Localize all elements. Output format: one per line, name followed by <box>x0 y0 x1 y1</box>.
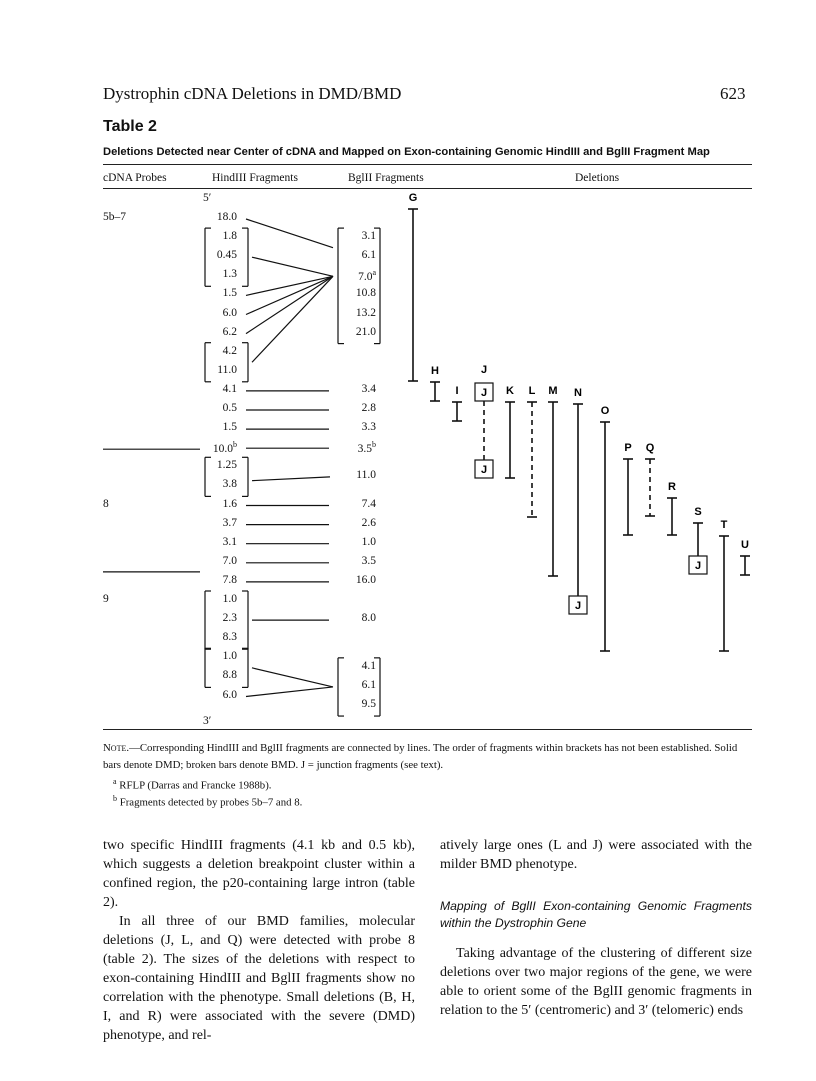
table-note <box>103 740 753 774</box>
bglii-fragment: 16.0 <box>355 573 376 586</box>
running-head: Dystrophin cDNA Deletions in DMD/BMD <box>103 84 402 103</box>
fragment-connector <box>252 668 333 687</box>
bglii-fragment: 6.1 <box>361 249 376 262</box>
table-label: Table 2 <box>103 118 157 135</box>
body-paragraph-3: atively large ones (L and J) were associated with the milder BMD phenotype. <box>440 838 752 872</box>
hindiii-fragment: 1.6 <box>222 497 237 510</box>
hindiii-fragment: 8.8 <box>222 669 237 682</box>
deletion-label-t: T <box>720 519 728 531</box>
table-title: Deletions Detected near Center of cDNA and Mapped on Exon-containing Genomic HindIII and BglII Fragment Map <box>103 146 710 158</box>
deletion-label-k: K <box>506 385 514 397</box>
hindiii-fragment: 0.5 <box>222 402 237 414</box>
deletion-label-n: N <box>574 387 582 399</box>
body-right-column <box>440 836 752 1020</box>
hindiii-fragment: 1.3 <box>222 268 237 281</box>
junction-label: J <box>694 560 702 572</box>
bglii-fragment: 2.6 <box>361 516 376 529</box>
bglii-fragment: 3.4 <box>361 382 376 395</box>
hindiii-fragment: 1.25 <box>216 459 237 472</box>
footnote-b-line <box>113 790 763 812</box>
page-number: 623 <box>720 84 746 103</box>
fragment-connector <box>252 477 330 481</box>
col-hindiii: HindIII Fragments <box>212 172 298 184</box>
bglii-fragment: 6.1 <box>361 678 376 691</box>
hindiii-fragment: 3.8 <box>222 478 237 491</box>
probe-label: 8 <box>103 497 109 510</box>
fragment-connector <box>246 219 333 248</box>
fragment-connector <box>246 276 333 295</box>
footnote-b-marker: b <box>113 794 117 803</box>
bglii-fragment: 7.0$^a$ <box>358 268 376 284</box>
bglii-fragment: 9.5 <box>361 698 376 711</box>
end-3-prime: 3′ <box>203 715 212 727</box>
bglii-fragment: 4.1 <box>361 659 376 672</box>
footnote-a: RFLP (Darras and Francke 1988b). <box>119 779 272 792</box>
hindiii-fragment: 1.5 <box>222 287 237 300</box>
bglii-fragment: 11.0 <box>356 468 376 481</box>
bglii-fragment: 8.0 <box>361 612 376 625</box>
bglii-fragment: 3.1 <box>361 230 376 243</box>
deletion-label-q: Q <box>645 442 655 454</box>
body-paragraph-1: two specific HindIII fragments (4.1 kb and 0.5 kb), which suggests a deletion breakpoint cluster within a confined region, the p20-containing large intron (table 2). <box>103 838 415 910</box>
bglii-fragment: 3.5$^b$ <box>357 440 376 456</box>
end-5-prime: 5′ <box>203 192 212 204</box>
hindiii-fragment: 11.0 <box>217 363 237 376</box>
hindiii-fragment: 1.5 <box>222 421 237 434</box>
note-lead: Note. <box>103 742 130 754</box>
section-subheading: Mapping of BglII Exon-containing Genomic Fragments within the Dystrophin Gene <box>440 899 752 930</box>
deletion-label-s: S <box>694 506 702 518</box>
fragment-connector <box>246 687 333 697</box>
probe-label: 5b–7 <box>103 211 126 223</box>
hindiii-fragment: 3.7 <box>222 516 237 529</box>
hindiii-fragment: 1.8 <box>222 230 237 243</box>
deletion-label-j: J <box>480 364 488 376</box>
deletion-label-m: M <box>548 385 558 397</box>
deletion-label-l: L <box>528 385 536 397</box>
hindiii-fragment: 18.0 <box>216 211 237 223</box>
note-text: —Corresponding HindIII and BglII fragments are connected by lines. The order of fragments within brackets has not been established. Solid bars denote DMD; broken bars denote BMD. J = junction fragments (see text). <box>103 742 738 771</box>
fragment-connector <box>246 276 333 314</box>
bglii-fragment: 3.3 <box>361 421 376 434</box>
hindiii-fragment: 7.0 <box>222 554 237 567</box>
hindiii-fragment: 1.0 <box>222 650 237 663</box>
deletion-label-p: P <box>624 442 632 454</box>
bglii-fragment: 2.8 <box>361 402 376 414</box>
col-cdna-probes: cDNA Probes <box>103 172 167 184</box>
body-paragraph-4: Taking advantage of the clustering of different size deletions over two major regions of the gene, we were able to orient some of the BglII genomic fragments in relation to the 5′ (centromeric) and 3′ (telomeric) ends <box>440 946 752 1018</box>
hindiii-fragment: 4.1 <box>222 382 237 395</box>
bglii-fragment: 10.8 <box>355 287 376 300</box>
footnote-a-marker: a <box>113 777 117 786</box>
body-left-column <box>103 836 415 1045</box>
hindiii-fragment: 1.0 <box>222 593 237 605</box>
deletion-label-u: U <box>741 539 749 551</box>
col-bglii: BglII Fragments <box>348 172 424 184</box>
fragment-connector <box>252 276 333 362</box>
deletion-label-r: R <box>668 481 676 493</box>
fragment-connector <box>246 276 333 333</box>
hindiii-fragment: 7.8 <box>222 573 237 586</box>
deletion-label-g: G <box>408 192 418 204</box>
hindiii-fragment: 0.45 <box>216 249 237 262</box>
junction-label: J <box>480 387 488 399</box>
hindiii-fragment: 6.0 <box>222 688 237 701</box>
footnote-b: Fragments detected by probes 5b–7 and 8. <box>119 796 303 809</box>
deletion-label-h: H <box>431 365 439 377</box>
deletion-label-o: O <box>600 405 610 417</box>
junction-label: J <box>480 464 488 476</box>
bglii-fragment: 3.5 <box>361 554 376 567</box>
body-paragraph-2: In all three of our BMD families, molecular deletions (J, L, and Q) were detected with probe 8 (table 2). The sizes of the deletions with respect to exon-containing HindIII and BglII fragments show no correlation with the phenotype. Small deletions (B, H, I, and R) were associated with the severe (DMD) phenotype, and rel- <box>103 914 415 1043</box>
deletion-label-i: I <box>455 385 459 397</box>
junction-label: J <box>574 600 582 612</box>
hindiii-fragment: 6.2 <box>222 325 237 338</box>
probe-label: 9 <box>103 593 109 605</box>
hindiii-fragment: 6.0 <box>222 306 237 319</box>
fragment-connector <box>252 257 333 276</box>
bglii-fragment: 13.2 <box>355 306 376 319</box>
hindiii-fragment: 8.3 <box>222 631 237 644</box>
hindiii-fragment: 3.1 <box>222 535 237 548</box>
bglii-fragment: 21.0 <box>355 325 376 338</box>
bglii-fragment: 7.4 <box>361 497 376 510</box>
hindiii-fragment: 2.3 <box>222 612 237 625</box>
bglii-fragment: 1.0 <box>361 535 376 548</box>
hindiii-fragment: 10.0$^b$ <box>212 440 237 456</box>
hindiii-fragment: 4.2 <box>222 344 237 357</box>
col-deletions: Deletions <box>575 172 620 184</box>
